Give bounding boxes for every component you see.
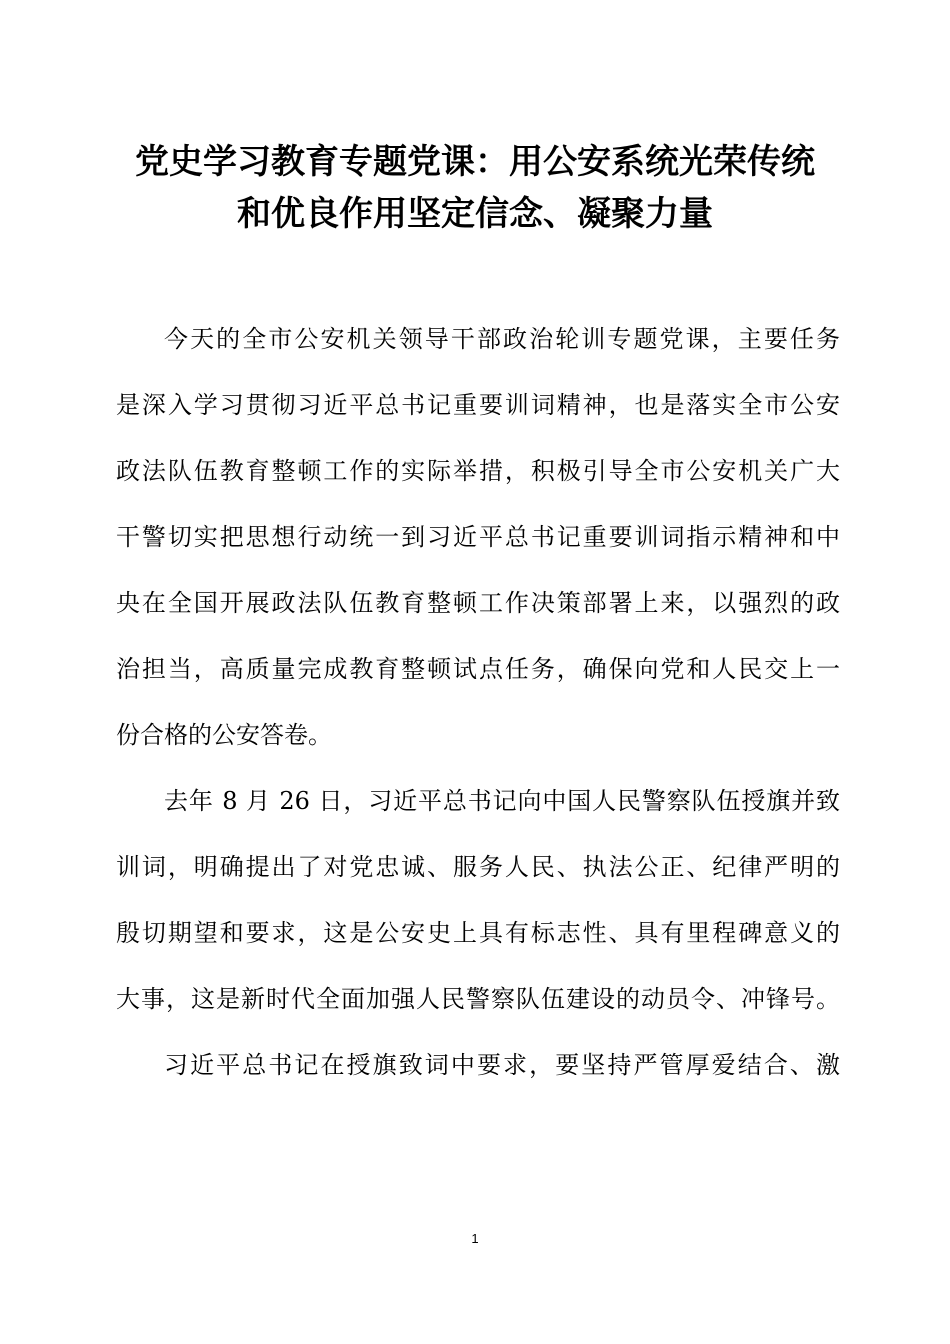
title-line-2: 和优良作用坚定信念、凝聚力量	[237, 194, 713, 234]
text-line: 去年 8 月 26 日，习近平总书记向中国人民警察队伍授旗并致	[164, 787, 840, 815]
title-line-1: 党史学习教育专题党课：用公安系统光荣传统	[135, 142, 815, 182]
paragraph-3	[116, 1040, 840, 1106]
page-number: 1	[471, 1231, 479, 1246]
text-line: 份合格的公安答卷。	[116, 721, 332, 749]
text-line: 央在全国开展政法队伍教育整顿工作决策部署上来，以强烈的政	[116, 589, 840, 617]
text-line: 习近平总书记在授旗致词中要求，要坚持严管厚爱结合、激	[164, 1051, 840, 1079]
text-line: 干警切实把思想行动统一到习近平总书记重要训词指示精神和中	[116, 523, 840, 551]
text-line: 大事，这是新时代全面加强人民警察队伍建设的动员令、冲锋号。	[116, 985, 840, 1013]
paragraph-2	[116, 776, 840, 1040]
text-line: 今天的全市公安机关领导干部政治轮训专题党课，主要任务	[164, 325, 840, 353]
text-line: 治担当，高质量完成教育整顿试点任务，确保向党和人民交上一	[116, 655, 840, 683]
text-line: 殷切期望和要求，这是公安史上具有标志性、具有里程碑意义的	[116, 919, 840, 947]
paragraph-1	[116, 314, 840, 776]
document-title	[60, 136, 890, 240]
document-body	[116, 314, 840, 1106]
text-line: 政法队伍教育整顿工作的实际举措，积极引导全市公安机关广大	[116, 457, 840, 485]
text-line: 训词，明确提出了对党忠诚、服务人民、执法公正、纪律严明的	[116, 853, 840, 881]
text-line: 是深入学习贯彻习近平总书记重要训词精神，也是落实全市公安	[116, 391, 840, 419]
